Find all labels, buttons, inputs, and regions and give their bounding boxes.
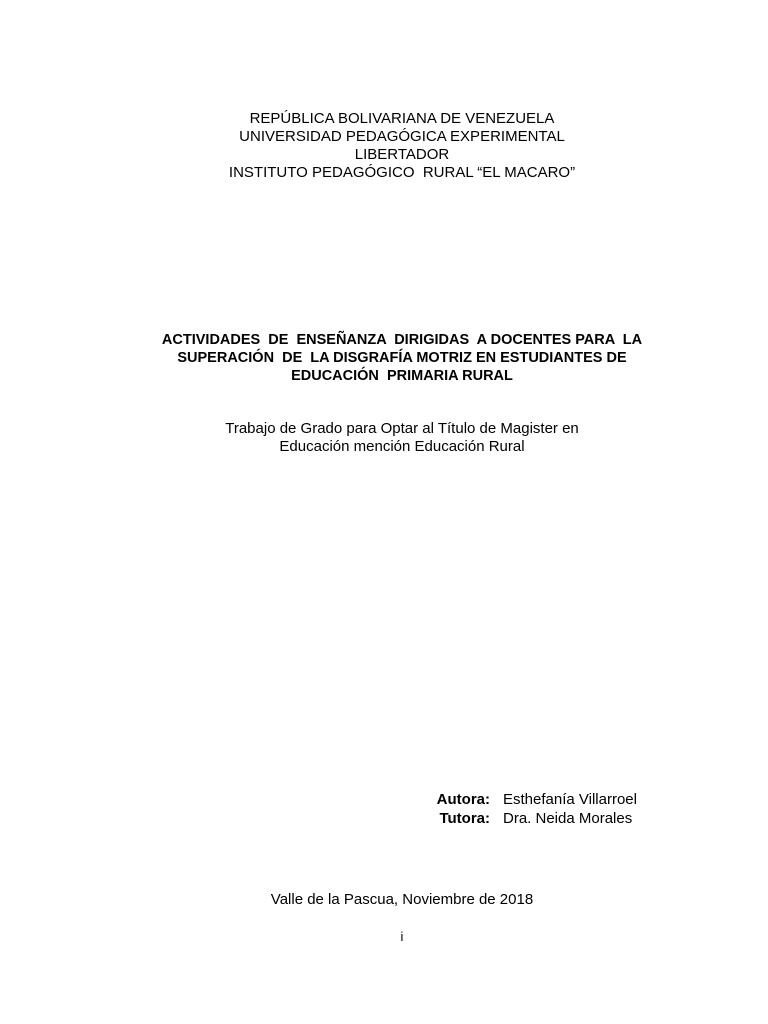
subtitle-line-1: Trabajo de Grado para Optar al Título de Magister en (225, 420, 579, 437)
header-line-university-cont: LIBERTADOR (354, 146, 450, 163)
title-line-3: EDUCACIÓN PRIMARIA RURAL (291, 368, 513, 384)
thesis-subtitle (0, 420, 768, 456)
thesis-title (0, 331, 768, 385)
header-line-institute: INSTITUTO PEDAGÓGICO RURAL “EL MACARO” (228, 164, 576, 181)
title-line-2: SUPERACIÓN DE LA DISGRAFÍA MOTRIZ EN ESTUDIANTES DE (177, 350, 627, 366)
page-number: i (400, 929, 404, 944)
autora-label: Autora: (436, 791, 490, 808)
tutora-name: Dra. Neida Morales (503, 810, 633, 827)
subtitle-line-2: Educación mención Educación Rural (279, 438, 525, 455)
autora-name: Esthefanía Villarroel (503, 791, 637, 808)
autora-row (420, 790, 637, 809)
header-line-university: UNIVERSIDAD PEDAGÓGICA EXPERIMENTAL (239, 128, 565, 145)
tutora-row (420, 809, 637, 828)
institution-header (0, 110, 768, 182)
place-date: Valle de la Pascua, Noviembre de 2018 (270, 891, 534, 908)
authors-block (420, 790, 637, 828)
header-line-country: REPÚBLICA BOLIVARIANA DE VENEZUELA (249, 110, 555, 127)
title-line-1: ACTIVIDADES DE ENSEÑANZA DIRIGIDAS A DOCENTES PARA LA (161, 332, 643, 348)
tutora-label: Tutora: (439, 810, 490, 827)
